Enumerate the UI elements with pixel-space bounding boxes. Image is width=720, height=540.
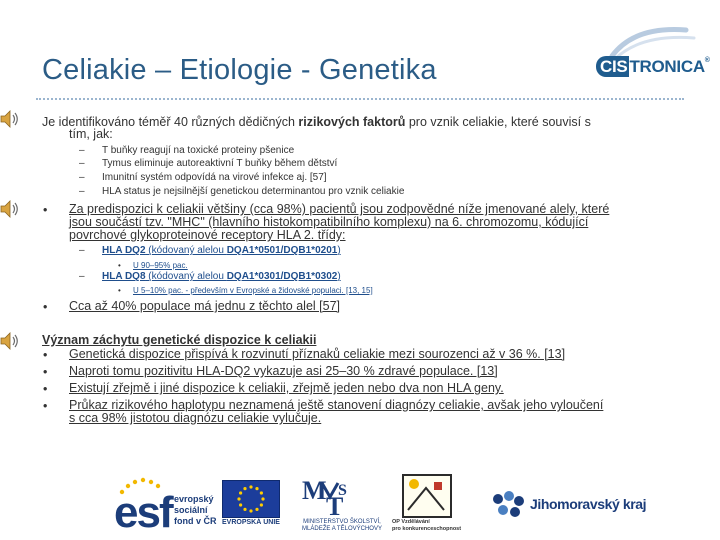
predisposition-line-3[interactable]: povrchové glykoproteinové receptory HLA 2. třídy: [69, 228, 346, 242]
eu-star [255, 508, 258, 511]
significance-item-continued[interactable]: s cca 98% jistotou diagnózu celiakie vylučuje. [69, 411, 322, 425]
hla-dq8-close: ) [337, 271, 341, 282]
list-item: Tymus eliminuje autoreaktivní T buňky během dětství [102, 158, 338, 169]
svg-text:M: M [302, 476, 327, 505]
msmt-caption [286, 519, 398, 533]
population-note[interactable]: Cca až 40% populace má jednu z těchto alel [57] [69, 299, 341, 313]
op-figure-icon [404, 476, 450, 516]
eu-star [260, 503, 263, 506]
significance-heading[interactable]: Význam záchytu genetické dispozice k celiakii [42, 333, 317, 347]
eu-star [237, 497, 240, 500]
list-item: Imunitní systém odpovídá na virové infekce aj. [57] [102, 172, 327, 183]
hla-dq2-text: (kódovaný alelou [145, 245, 227, 256]
list-item: T buňky reagují na toxické proteiny pšenice [102, 145, 295, 156]
hla-dq2-link[interactable] [102, 245, 341, 256]
bullet-marker: • [43, 382, 48, 396]
speaker-icon[interactable] [0, 200, 20, 218]
msmt-caption-line: MLÁDEŽE A TĚLOVÝCHOVY [302, 526, 382, 532]
op-caption [392, 519, 472, 532]
page-title: Celiakie – Etiologie - Genetika [42, 54, 437, 86]
msmt-caption-line: MINISTERSTVO ŠKOLSTVÍ, [303, 519, 381, 525]
bullet-marker: • [43, 365, 48, 379]
op-caption-line: pro konkurenceschopnost [392, 525, 462, 532]
dash-marker: – [79, 245, 85, 256]
significance-item[interactable]: Existují zřejmě i jiné dispozice k celiakii, zřejmě jeden nebo dva non HLA geny. [69, 381, 504, 395]
eu-star [249, 485, 252, 488]
bullet-marker: • [43, 300, 48, 314]
significance-item[interactable]: Genetická dispozice přispívá k rozvinutí příznaků celiakie mezi sourozenci až v 36 %. [13] [69, 347, 566, 361]
logo-part-cis: CIS [596, 56, 629, 77]
logo-part-tronica: TRONICA [629, 57, 705, 76]
eu-star [249, 509, 252, 512]
significance-item[interactable]: Průkaz rizikového haplotypu neznamená ještě stanovení diagnózy celiakie, avšak jeho vyloučení [69, 398, 604, 412]
jmk-text: Jihomoravský kraj [530, 496, 647, 512]
cistronica-logo [594, 20, 710, 80]
intro-text: Je identifikováno téměř 40 různých dědičných [42, 115, 299, 129]
intro-emphasis: rizikových faktorů [298, 115, 406, 129]
dash-marker: – [79, 145, 85, 156]
hla-dq2-label: HLA DQ2 [102, 245, 146, 256]
dash-marker: – [79, 271, 85, 282]
hla-dq2-sub[interactable]: U 90–95% pac. [133, 261, 188, 270]
predisposition-line-1[interactable]: Za predispozici k celiakii většiny (cca 98%) pacientů jsou zodpovědné níže jmenované alely, které [69, 202, 610, 216]
bullet-marker: • [118, 261, 121, 270]
eu-star [243, 508, 246, 511]
op-caption-line: OP Vzdělávání [392, 519, 430, 525]
eu-caption: EVROPSKÁ UNIE [222, 519, 280, 526]
bullet-marker: • [43, 348, 48, 362]
intro-text: pro vznik celiakie, které souvisí s [405, 115, 591, 129]
svg-text:S: S [338, 482, 347, 499]
title-divider [36, 98, 684, 100]
jmk-logo-icon [489, 489, 527, 519]
hla-dq2-allele: DQA1*0501/DQB1*0201 [226, 245, 338, 256]
esf-side-line: evropský [174, 494, 214, 504]
bullet-marker: • [43, 399, 48, 413]
dash-marker: – [79, 158, 85, 169]
esf-side-line: fond v ČR [174, 516, 217, 526]
hla-dq8-sub[interactable]: U 5–10% pac. - především v Evropské a židovské populaci. [13, 15] [133, 286, 373, 295]
svg-text:T: T [326, 492, 344, 519]
op-logo-icon [402, 474, 452, 518]
speaker-icon[interactable] [0, 110, 20, 128]
esf-side-line: sociální [174, 505, 208, 515]
msmt-logo-icon [300, 475, 360, 519]
eu-star [260, 491, 263, 494]
eu-stars-icon [223, 481, 279, 517]
hla-dq2-close: ) [337, 245, 341, 256]
eu-star [255, 487, 258, 490]
bullet-marker: • [118, 286, 121, 295]
esf-side-text [174, 494, 217, 527]
intro-line-1 [42, 116, 591, 129]
eu-star [239, 491, 242, 494]
list-item: HLA status je nejsilnější genetickou determinantou pro vznik celiakie [102, 186, 405, 197]
bullet-marker: • [43, 203, 48, 217]
eu-star [239, 503, 242, 506]
dash-marker: – [79, 172, 85, 183]
eu-flag-icon [222, 480, 280, 518]
hla-dq8-label: HLA DQ8 [102, 271, 146, 282]
hla-dq8-text: (kódovaný alelou [145, 271, 227, 282]
hla-dq8-allele: DQA1*0301/DQB1*0302 [226, 271, 338, 282]
eu-star [243, 487, 246, 490]
intro-line-2: tím, jak: [69, 127, 113, 141]
hla-dq8-link[interactable] [102, 271, 341, 282]
predisposition-line-2[interactable]: jsou součástí tzv. "MHC" (hlavního histokompatibilního komplexu) na 6. chromozomu, kódující [69, 215, 589, 229]
logo-swoosh-icon [594, 20, 706, 60]
logo-wordmark [596, 57, 710, 77]
significance-item[interactable]: Naproti tomu pozitivitu HLA-DQ2 vykazuje asi 25–30 % zdravé populace. [13] [69, 364, 498, 378]
esf-logo: esf [114, 488, 172, 537]
dash-marker: – [79, 186, 85, 197]
speaker-icon[interactable] [0, 332, 20, 350]
logo-registered: ® [704, 57, 710, 64]
eu-star [261, 497, 264, 500]
